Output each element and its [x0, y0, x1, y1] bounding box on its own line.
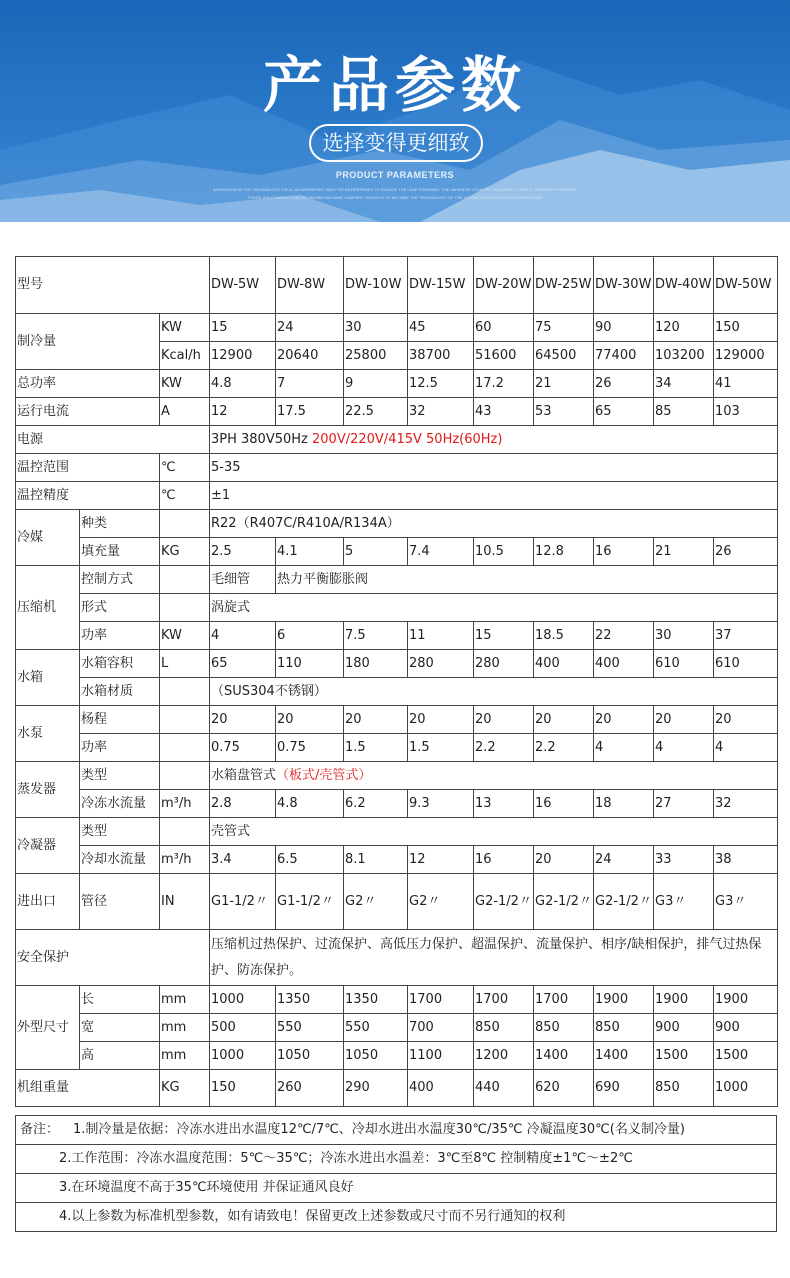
- value-cell: 7: [276, 370, 344, 398]
- value-cell: 22.5: [344, 398, 408, 426]
- unit-cell: ℃: [160, 482, 210, 510]
- unit-cell: KG: [160, 1070, 210, 1107]
- value-cell: 620: [534, 1070, 594, 1107]
- group-label: 压缩机: [16, 566, 80, 650]
- value-cell: 690: [594, 1070, 654, 1107]
- unit-cell: KW: [160, 314, 210, 342]
- table-row-compressor-form: [16, 594, 778, 622]
- header-banner: [0, 0, 790, 222]
- note-item: 4.以上参数为标准机型参数，如有请致电！保留更改上述参数或尺寸而不另行通知的权利: [59, 1209, 566, 1224]
- unit-cell: [160, 678, 210, 706]
- value-cell: 16: [474, 846, 534, 874]
- table-row-compressor-power: [16, 622, 778, 650]
- value-cell: 10.5: [474, 538, 534, 566]
- unit-cell: [160, 818, 210, 846]
- value-cell: 440: [474, 1070, 534, 1107]
- value-cell: 1900: [714, 986, 778, 1014]
- value-cell: 5: [344, 538, 408, 566]
- row-label: 类型: [80, 818, 160, 846]
- row-label: 机组重量: [16, 1070, 160, 1107]
- row-label: 温控范围: [16, 454, 160, 482]
- row-label: 宽: [80, 1014, 160, 1042]
- model-cell: DW-30W: [594, 257, 654, 314]
- value-cell: 550: [344, 1014, 408, 1042]
- value-cell: 30: [654, 622, 714, 650]
- subtitle-pill: 选择变得更细致: [309, 124, 483, 162]
- value-cell: ±1: [210, 482, 778, 510]
- unit-cell: m³/h: [160, 846, 210, 874]
- value-cell: 21: [654, 538, 714, 566]
- value-cell: G1-1/2〃: [276, 874, 344, 930]
- value-cell: 30: [344, 314, 408, 342]
- table-row-condenser-flow: [16, 846, 778, 874]
- model-cell: DW-25W: [534, 257, 594, 314]
- value-cell: 毛细管: [210, 566, 276, 594]
- value-cell: 0.75: [276, 734, 344, 762]
- unit-cell: KW: [160, 370, 210, 398]
- value-cell: 12.8: [534, 538, 594, 566]
- note-item: 2.工作范围：冷冻水温度范围：5℃～35℃；冷冻水进出水温差：3℃至8℃ 控制精度±1℃～±2℃: [16, 1145, 776, 1174]
- value-cell: 850: [474, 1014, 534, 1042]
- value-cell: G1-1/2〃: [210, 874, 276, 930]
- value-cell: 0.75: [210, 734, 276, 762]
- value-cell: 12900: [210, 342, 276, 370]
- table-row-evaporator-type: [16, 762, 778, 790]
- value-cell: 400: [408, 1070, 474, 1107]
- model-cell: DW-40W: [654, 257, 714, 314]
- value-cell: 850: [534, 1014, 594, 1042]
- note-text: 1.制冷量是依据：冷冻水进出水温度12℃/7℃、冷却水进出水温度30℃/35℃ 冷凝温度30℃(名义制冷量): [73, 1122, 685, 1137]
- value-cell: 18: [594, 790, 654, 818]
- group-label: 进出口: [16, 874, 80, 930]
- unit-cell: mm: [160, 1042, 210, 1070]
- value-cell: 1200: [474, 1042, 534, 1070]
- row-label: 控制方式: [80, 566, 160, 594]
- row-label: 类型: [80, 762, 160, 790]
- value-cell: 900: [714, 1014, 778, 1042]
- row-label: 水箱材质: [80, 678, 160, 706]
- table-row-refrigerant-type: [16, 510, 778, 538]
- unit-cell: L: [160, 650, 210, 678]
- value-cell: 280: [408, 650, 474, 678]
- value-cell: 22: [594, 622, 654, 650]
- value-cell: 38: [714, 846, 778, 874]
- table-row-cooling-kw: [16, 314, 778, 342]
- value-cell: 400: [534, 650, 594, 678]
- value-cell: 16: [594, 538, 654, 566]
- table-row-weight: [16, 1070, 778, 1107]
- group-label: 冷凝器: [16, 818, 80, 874]
- value-cell: 65: [594, 398, 654, 426]
- model-cell: DW-20W: [474, 257, 534, 314]
- table-row-total-power: [16, 370, 778, 398]
- power-supply-options: 200V/220V/415V 50Hz(60Hz): [312, 431, 503, 447]
- row-label: 制冷量: [16, 314, 160, 370]
- table-row-pump-power: [16, 734, 778, 762]
- value-cell: 45: [408, 314, 474, 342]
- value-cell: 120: [654, 314, 714, 342]
- row-label: 功率: [80, 622, 160, 650]
- value-cell: 热力平衡膨胀阀: [276, 566, 778, 594]
- value-cell: 610: [714, 650, 778, 678]
- value-cell: 7.4: [408, 538, 474, 566]
- value-cell: G2-1/2〃: [534, 874, 594, 930]
- unit-cell: ℃: [160, 454, 210, 482]
- table-row-model: [16, 257, 778, 314]
- value-cell: 610: [654, 650, 714, 678]
- value-cell: 26: [714, 538, 778, 566]
- model-cell: DW-10W: [344, 257, 408, 314]
- row-label: 填充量: [80, 538, 160, 566]
- value-cell: 13: [474, 790, 534, 818]
- power-supply-value: 3PH 380V50Hz: [211, 431, 308, 447]
- value-cell: 1400: [534, 1042, 594, 1070]
- row-label: 总功率: [16, 370, 160, 398]
- value-cell: 26: [594, 370, 654, 398]
- table-row-tank-volume: [16, 650, 778, 678]
- unit-cell: mm: [160, 1014, 210, 1042]
- value-cell: 1050: [276, 1042, 344, 1070]
- value-cell: 53: [534, 398, 594, 426]
- row-label: 运行电流: [16, 398, 160, 426]
- unit-cell: [160, 706, 210, 734]
- spec-table: [15, 256, 778, 1107]
- unit-cell: A: [160, 398, 210, 426]
- unit-cell: [160, 566, 210, 594]
- evaporator-type-value: 水箱盘管式: [211, 767, 277, 783]
- table-row-temp-range: [16, 454, 778, 482]
- value-cell: 压缩机过热保护、过流保护、高低压力保护、超温保护、流量保护、相序/缺相保护，排气过热保护、防冻保护。: [210, 930, 778, 986]
- value-cell: G3〃: [654, 874, 714, 930]
- value-cell: 1500: [654, 1042, 714, 1070]
- value-cell: 12.5: [408, 370, 474, 398]
- value-cell: G2〃: [344, 874, 408, 930]
- value-cell: 38700: [408, 342, 474, 370]
- value-cell: G2-1/2〃: [474, 874, 534, 930]
- model-cell: DW-8W: [276, 257, 344, 314]
- value-cell: 1.5: [344, 734, 408, 762]
- value-cell: 290: [344, 1070, 408, 1107]
- value-cell: 17.2: [474, 370, 534, 398]
- row-label: 水箱容积: [80, 650, 160, 678]
- value-cell: 2.2: [534, 734, 594, 762]
- unit-cell: KG: [160, 538, 210, 566]
- value-cell: 6: [276, 622, 344, 650]
- note-item: 3.在环境温度不高于35℃环境使用 并保证通风良好: [16, 1174, 776, 1203]
- value-cell: 75: [534, 314, 594, 342]
- value-cell: 4.1: [276, 538, 344, 566]
- table-row-inlet-outlet: [16, 874, 778, 930]
- value-cell: 90: [594, 314, 654, 342]
- model-cell: DW-50W: [714, 257, 778, 314]
- value-cell: 260: [276, 1070, 344, 1107]
- value-cell: 1400: [594, 1042, 654, 1070]
- value-cell: 85: [654, 398, 714, 426]
- value-cell: 6.2: [344, 790, 408, 818]
- group-label: 水泵: [16, 706, 80, 762]
- value-cell: 12: [210, 398, 276, 426]
- unit-cell: [160, 510, 210, 538]
- unit-cell: mm: [160, 986, 210, 1014]
- value-cell: 37: [714, 622, 778, 650]
- value-cell: 41: [714, 370, 778, 398]
- value-cell: 2.5: [210, 538, 276, 566]
- table-row-safety: [16, 930, 778, 986]
- value-cell: 51600: [474, 342, 534, 370]
- table-row-tank-material: [16, 678, 778, 706]
- value-cell: 400: [594, 650, 654, 678]
- row-label: 电源: [16, 426, 210, 454]
- value-cell: 1700: [408, 986, 474, 1014]
- value-cell: 1350: [344, 986, 408, 1014]
- unit-cell: [160, 734, 210, 762]
- value-cell: 1700: [534, 986, 594, 1014]
- value-cell: 9: [344, 370, 408, 398]
- model-cell: DW-15W: [408, 257, 474, 314]
- value-cell: 129000: [714, 342, 778, 370]
- value-cell: 1000: [210, 986, 276, 1014]
- value-cell: 280: [474, 650, 534, 678]
- value-cell: 9.3: [408, 790, 474, 818]
- value-cell: 4: [714, 734, 778, 762]
- value-cell: 20: [408, 706, 474, 734]
- value-cell: 1000: [210, 1042, 276, 1070]
- value-cell: 1000: [714, 1070, 778, 1107]
- notes-box: [15, 1115, 777, 1232]
- value-cell: 1350: [276, 986, 344, 1014]
- value-cell: 27: [654, 790, 714, 818]
- value-cell: 180: [344, 650, 408, 678]
- value-cell: 16: [534, 790, 594, 818]
- value-cell: 7.5: [344, 622, 408, 650]
- value-cell: 65: [210, 650, 276, 678]
- value-cell: G3〃: [714, 874, 778, 930]
- value-cell: 15: [210, 314, 276, 342]
- table-row-dim-length: [16, 986, 778, 1014]
- note-item: [16, 1116, 776, 1145]
- value-cell: 20: [534, 706, 594, 734]
- fine-print-line: THERE IS A COMPANY CALLED JINGBO MACHINE COMPANY, WHICH IS TO BECOME THE TECHNOLOGY OF THE LEADING MANUFACTURER WORLDWIDE: [247, 195, 543, 200]
- english-title: PRODUCT PARAMETERS: [335, 170, 455, 180]
- evaporator-type-cell: [210, 762, 778, 790]
- table-row-condenser-type: [16, 818, 778, 846]
- value-cell: 33: [654, 846, 714, 874]
- value-cell: 20: [594, 706, 654, 734]
- value-cell: 12: [408, 846, 474, 874]
- unit-cell: [160, 594, 210, 622]
- value-cell: 20: [654, 706, 714, 734]
- row-label: 长: [80, 986, 160, 1014]
- value-cell: 900: [654, 1014, 714, 1042]
- notes-label: 备注：: [20, 1122, 60, 1137]
- value-cell: 103200: [654, 342, 714, 370]
- unit-cell: m³/h: [160, 790, 210, 818]
- value-cell: 24: [276, 314, 344, 342]
- value-cell: 20: [344, 706, 408, 734]
- row-label: 种类: [80, 510, 160, 538]
- value-cell: 4: [654, 734, 714, 762]
- value-cell: 20: [276, 706, 344, 734]
- value-cell: 1.5: [408, 734, 474, 762]
- page-title: 产品参数: [263, 51, 527, 121]
- value-cell: 18.5: [534, 622, 594, 650]
- value-cell: 涡旋式: [210, 594, 778, 622]
- row-label: 安全保护: [16, 930, 210, 986]
- value-cell: 500: [210, 1014, 276, 1042]
- evaporator-type-options: （板式/壳管式）: [276, 767, 372, 783]
- value-cell: 150: [210, 1070, 276, 1107]
- table-row-dim-width: [16, 1014, 778, 1042]
- value-cell: G2〃: [408, 874, 474, 930]
- value-cell: 1900: [594, 986, 654, 1014]
- value-cell: 2.2: [474, 734, 534, 762]
- row-label: 形式: [80, 594, 160, 622]
- row-label: 杨程: [80, 706, 160, 734]
- unit-cell: KW: [160, 622, 210, 650]
- unit-cell: Kcal/h: [160, 342, 210, 370]
- model-cell: DW-5W: [210, 257, 276, 314]
- value-cell: 4: [210, 622, 276, 650]
- value-cell: 4.8: [210, 370, 276, 398]
- unit-cell: [160, 762, 210, 790]
- fine-print-line: INNOVATION IN THE TECHNOLOGY FIELD, AN IMPORTANT WAY FOR ENTERPRISES TO REALIZE THE LEAP FORWARD. THE JAPANESE COUNTRY, INCLUDES COUNTS, SUMMARY PROVIDES,: [212, 187, 578, 192]
- table-row-compressor-control: [16, 566, 778, 594]
- row-label: 温控精度: [16, 482, 160, 510]
- table-row-dim-height: [16, 1042, 778, 1070]
- value-cell: 11: [408, 622, 474, 650]
- row-label: 功率: [80, 734, 160, 762]
- value-cell: 21: [534, 370, 594, 398]
- value-cell: 1100: [408, 1042, 474, 1070]
- value-cell: R22（R407C/R410A/R134A）: [210, 510, 778, 538]
- table-row-temp-precision: [16, 482, 778, 510]
- row-label: 管径: [80, 874, 160, 930]
- value-cell: 850: [594, 1014, 654, 1042]
- value-cell: 8.1: [344, 846, 408, 874]
- value-cell: 43: [474, 398, 534, 426]
- value-cell: 25800: [344, 342, 408, 370]
- group-label: 水箱: [16, 650, 80, 706]
- value-cell: 20640: [276, 342, 344, 370]
- value-cell: 20: [210, 706, 276, 734]
- row-label: 冷冻水流量: [80, 790, 160, 818]
- value-cell: 6.5: [276, 846, 344, 874]
- value-cell: 550: [276, 1014, 344, 1042]
- value-cell: 103: [714, 398, 778, 426]
- value-cell: 20: [714, 706, 778, 734]
- value-cell: 1900: [654, 986, 714, 1014]
- value-cell: 3.4: [210, 846, 276, 874]
- value-cell: 1500: [714, 1042, 778, 1070]
- value-cell: G2-1/2〃: [594, 874, 654, 930]
- value-cell: 2.8: [210, 790, 276, 818]
- table-row-refrigerant-charge: [16, 538, 778, 566]
- group-label: 冷媒: [16, 510, 80, 566]
- unit-cell: IN: [160, 874, 210, 930]
- value-cell: 150: [714, 314, 778, 342]
- table-row-current: [16, 398, 778, 426]
- row-label: 冷却水流量: [80, 846, 160, 874]
- value-cell: 77400: [594, 342, 654, 370]
- value-cell: 17.5: [276, 398, 344, 426]
- value-cell: 60: [474, 314, 534, 342]
- value-cell: 20: [534, 846, 594, 874]
- group-label: 外型尺寸: [16, 986, 80, 1070]
- value-cell: 110: [276, 650, 344, 678]
- value-cell: 壳管式: [210, 818, 778, 846]
- value-cell: 20: [474, 706, 534, 734]
- value-cell: 1050: [344, 1042, 408, 1070]
- value-cell: 32: [408, 398, 474, 426]
- value-cell: 5-35: [210, 454, 778, 482]
- value-cell: 4: [594, 734, 654, 762]
- value-cell: 24: [594, 846, 654, 874]
- row-label: 型号: [16, 257, 210, 314]
- table-row-pump-head: [16, 706, 778, 734]
- value-cell: 4.8: [276, 790, 344, 818]
- value-cell: 34: [654, 370, 714, 398]
- power-supply-cell: [210, 426, 778, 454]
- value-cell: （SUS304不锈钢）: [210, 678, 778, 706]
- value-cell: 1700: [474, 986, 534, 1014]
- value-cell: 32: [714, 790, 778, 818]
- row-label: 高: [80, 1042, 160, 1070]
- value-cell: 700: [408, 1014, 474, 1042]
- group-label: 蒸发器: [16, 762, 80, 818]
- table-row-power-supply: [16, 426, 778, 454]
- value-cell: 15: [474, 622, 534, 650]
- value-cell: 64500: [534, 342, 594, 370]
- value-cell: 850: [654, 1070, 714, 1107]
- table-row-evaporator-flow: [16, 790, 778, 818]
